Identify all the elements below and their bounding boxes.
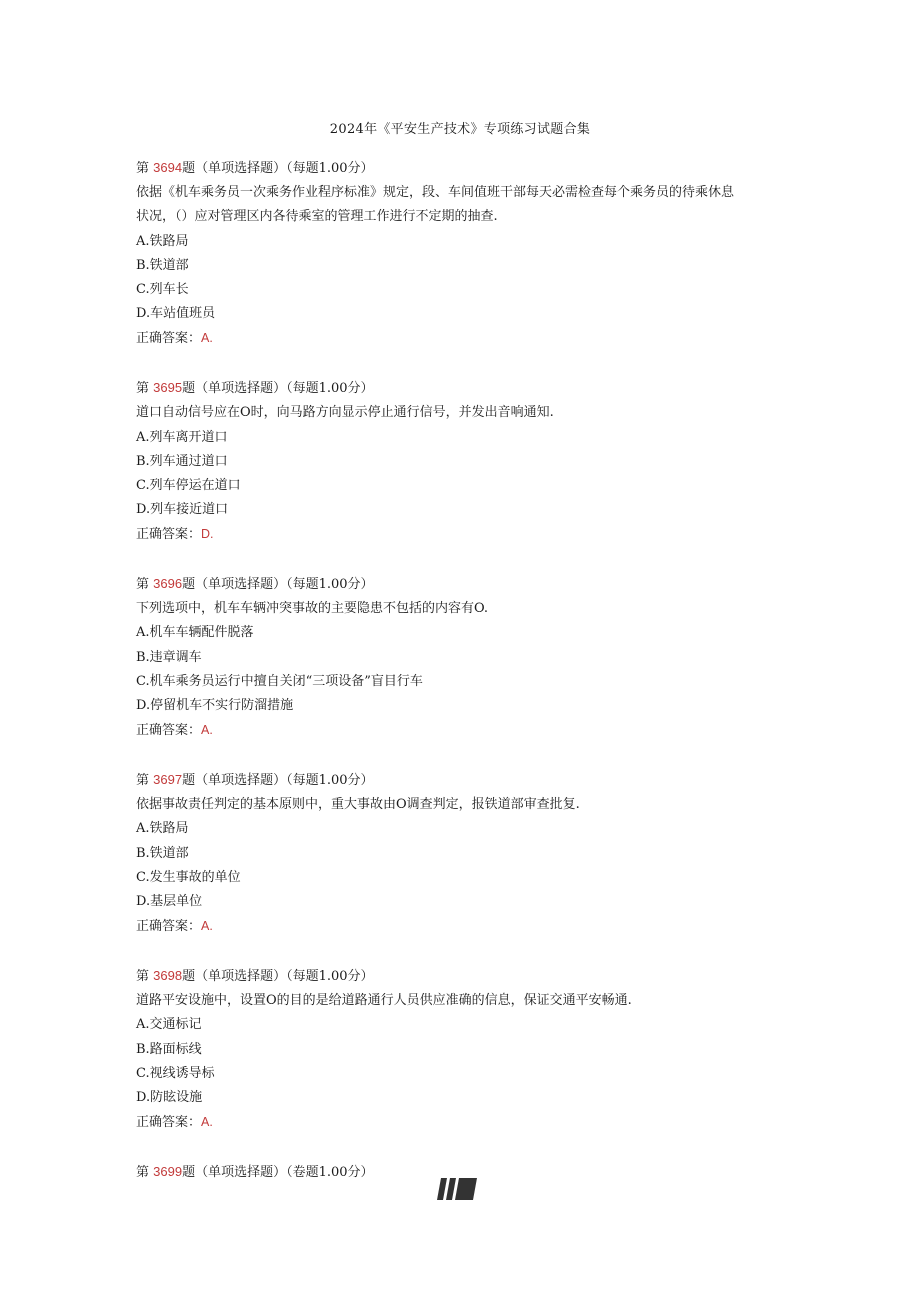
logo-bar-2 (446, 1178, 456, 1200)
option-c: C.列车停运在道口 (136, 477, 241, 493)
option-c: C.视线诱导标 (136, 1065, 215, 1081)
option-a: A.机车车辆配件脱落 (136, 625, 254, 641)
option-c: C.机车乘务员运行中擅自关闭“三项设备”盲目行车 (136, 673, 423, 689)
question-number: 3694 (153, 160, 183, 175)
question-meta: 题（单项选择题）（每题1.00分） (182, 577, 374, 593)
answer-line (136, 326, 796, 351)
question-block (136, 768, 796, 939)
option-d: D.车站值班员 (136, 306, 216, 322)
question-meta: 题（单项选择题）（每题1.00分） (182, 968, 374, 984)
answer-value: D. (201, 527, 214, 542)
question-header (136, 572, 796, 597)
question-header (136, 156, 796, 181)
question-stem: 下列选项中，机车车辆冲突事故的主要隐患不包括的内容有O. (136, 601, 489, 617)
option-a: A.铁路局 (136, 233, 189, 249)
question-header (136, 768, 796, 793)
answer-value: A. (201, 331, 213, 346)
option-d: D.基层单位 (136, 893, 203, 909)
question-number: 3697 (153, 771, 183, 787)
answer-label: 正确答案： (136, 723, 202, 739)
question-block (136, 376, 796, 547)
answer-line (136, 1110, 796, 1135)
question-stem: 状况，（）应对管理区内各待乘室的管理工作进行不定期的抽查. (136, 209, 498, 225)
question-meta: 题（单项选择题）（卷题1.00分） (182, 1164, 374, 1180)
option-b: B.铁道部 (136, 845, 189, 861)
question-prefix: 第 (136, 1164, 150, 1180)
answer-label: 正确答案： (136, 1115, 202, 1131)
questions-container (136, 156, 796, 1135)
option-b: B.违章调车 (136, 649, 202, 665)
question-stem: 依据《机车乘务员一次乘务作业程序标准》规定，段、车间值班干部每天必需检查每个乘务员的待乘休息 (136, 185, 735, 201)
question-number: 3696 (153, 576, 183, 592)
option-c: C.发生事故的单位 (136, 869, 241, 885)
logo-bar-3 (455, 1178, 477, 1200)
question-header (136, 376, 796, 401)
answer-line (136, 718, 796, 743)
question-stem: 道口自动信号应在O时，向马路方向显示停止通行信号，并发出音响通知. (136, 405, 554, 421)
question-header (136, 964, 796, 989)
question-number: 3698 (153, 967, 183, 983)
option-d: D.防眩设施 (136, 1089, 203, 1105)
page-title: 2024年《平安生产技术》专项练习试题合集 (329, 122, 591, 137)
option-c: C.列车长 (136, 282, 189, 298)
option-b: B.铁道部 (136, 257, 189, 273)
question-prefix: 第 (136, 772, 150, 788)
answer-value: A. (201, 919, 213, 934)
option-b: B.列车通过道口 (136, 453, 228, 469)
answer-label: 正确答案： (136, 331, 202, 347)
question-number: 3695 (153, 380, 183, 396)
option-d: D.列车接近道口 (136, 502, 229, 518)
option-d: D.停留机车不实行防溜措施 (136, 698, 294, 714)
logo-bar-1 (437, 1178, 447, 1200)
answer-value: A. (201, 1115, 213, 1130)
answer-line (136, 914, 796, 939)
question-prefix: 第 (136, 968, 150, 984)
question-stem: 依据事故责任判定的基本原则中，重大事故由O调查判定，报铁道部审查批复. (136, 797, 580, 813)
question-prefix: 第 (136, 161, 150, 176)
option-a: A.交通标记 (136, 1017, 202, 1033)
option-a: A.铁路局 (136, 821, 189, 837)
question-meta: 题（单项选择题）（每题1.00分） (182, 381, 374, 397)
question-number: 3699 (153, 1163, 183, 1179)
footer-logo-icon (437, 1178, 477, 1200)
question-list (136, 156, 796, 1185)
option-a: A.列车离开道口 (136, 429, 228, 445)
question-meta: 题（单项选择题）（每题1.00分） (182, 161, 374, 176)
question-stem: 道路平安设施中，设置O的目的是给道路通行人员供应准确的信息，保证交通平安畅通. (136, 993, 632, 1009)
question-prefix: 第 (136, 577, 150, 593)
answer-label: 正确答案： (136, 527, 202, 543)
question-block (136, 156, 796, 352)
option-b: B.路面标线 (136, 1041, 202, 1057)
question-meta: 题（单项选择题）（每题1.00分） (182, 772, 374, 788)
answer-line (136, 522, 796, 547)
answer-value: A. (201, 723, 213, 738)
answer-label: 正确答案： (136, 919, 202, 935)
question-block (136, 572, 796, 743)
question-prefix: 第 (136, 381, 150, 397)
question-block (136, 964, 796, 1135)
